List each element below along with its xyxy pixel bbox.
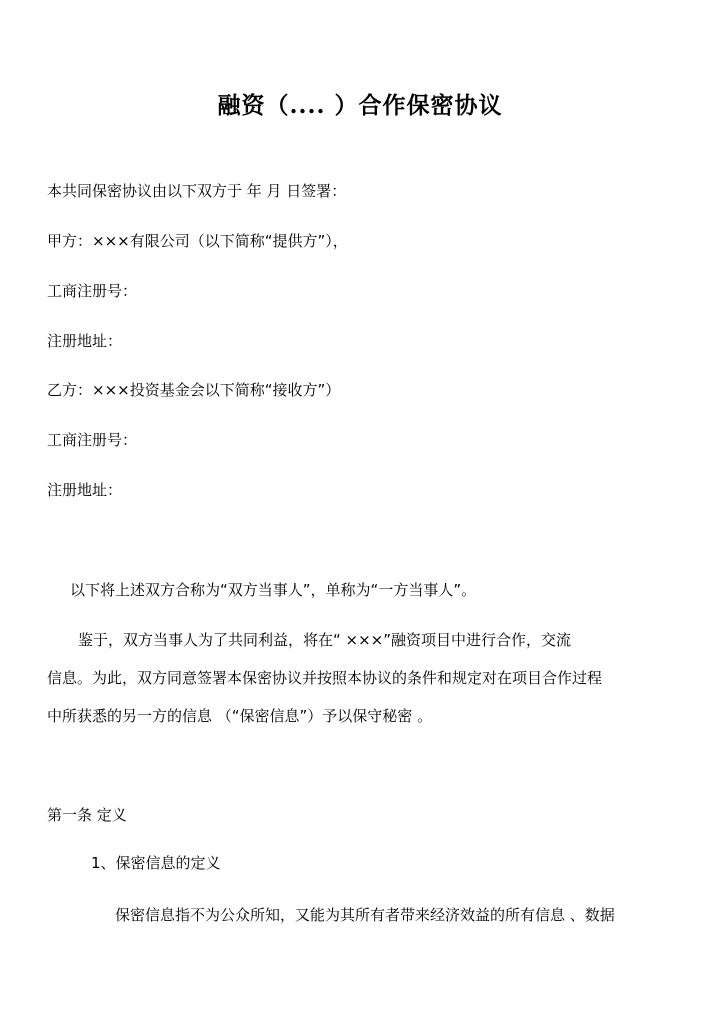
document-title: 融资（.... ）合作保密协议: [217, 92, 503, 119]
intro-line: 本共同保密协议由以下双方于 年 月 日签署：: [47, 182, 347, 200]
party-a-line: 甲方：×××有限公司（以下简称“提供方”），: [47, 232, 348, 250]
party-b-line: 乙方：×××投资基金会以下简称“接收方”）: [47, 381, 341, 399]
paragraph-whereas-3: 中所获悉的另一方的信息 （“保密信息”）予以保守秘密 。: [47, 707, 433, 725]
section-1-text: 保密信息指不为公众所知，又能为其所有者带来经济效益的所有信息 、数据: [115, 906, 615, 924]
party-b-reg-no-label: 工商注册号：: [47, 431, 138, 449]
party-a-address-label: 注册地址：: [47, 332, 123, 350]
section-1-heading: 1、保密信息的定义: [91, 854, 221, 872]
article-1-heading: 第一条 定义: [47, 806, 127, 824]
party-b-address-label: 注册地址：: [47, 481, 123, 499]
party-a-reg-no-label: 工商注册号：: [47, 282, 138, 300]
paragraph-parties: 以下将上述双方合称为“双方当事人”，单称为“一方当事人”。: [70, 581, 477, 599]
paragraph-whereas-1: 鉴于，双方当事人为了共同利益，将在“ ×××”融资项目中进行合作，交流: [78, 631, 572, 649]
paragraph-whereas-2: 信息。为此，双方同意签署本保密协议并按照本协议的条件和规定对在项目合作过程: [47, 669, 603, 687]
